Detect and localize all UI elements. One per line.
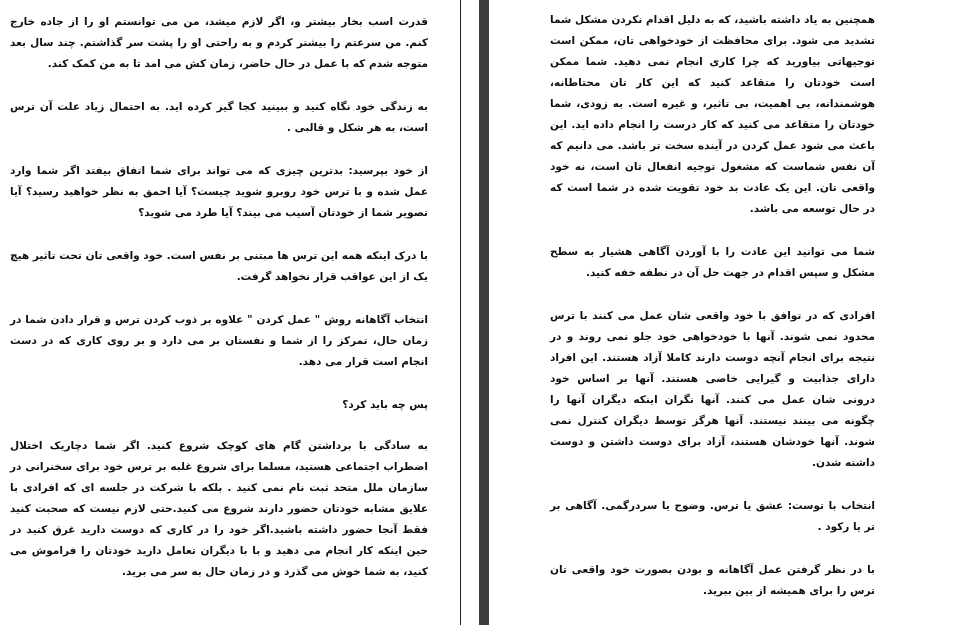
right-page-text	[550, 10, 875, 624]
paragraph: به زندگی خود نگاه کنید و ببینید کجا گیر کرده اید. به احتمال زیاد علت آن ترس است، به هر شکل و قالبی .	[10, 101, 428, 134]
page-divider-thick	[479, 0, 489, 625]
left-page	[0, 0, 460, 625]
paragraph: به سادگی با برداشتن گام های کوچک شروع کنید. اگر شما دچاریک اختلال اضطراب اجتماعی هستید، مسلما برای شروع غلبه بر ترس خود برای سخنرانی در سازمان ملل متحد ثبت نام نمی کنید . بلکه با شرکت در جلسه ای که افرادی با علایق مشابه خودتان حضور دارند شروع می کنید.حتی لازم نیست که صحبت کنید فقط آنجا حضور داشته باشید.اگر خود را در کاری که دوست دارید غرق کنید در حین اینکه کار انجام می دهید و با با دیگران تعامل دارید خودتان را فراموش می کنید، به شما خوش می گذرد و در زمان حال به سر می برید.	[10, 440, 428, 578]
paragraph: انتخاب با توست: عشق یا ترس. وضوح یا سردرگمی. آگاهی بر تر یا رکود .	[550, 500, 875, 533]
section-heading: پس چه باید کرد؟	[342, 399, 428, 411]
paragraph: قدرت اسب بخار بیشتر و، اگر لازم میشد، من می توانستم او را از جاده خارج کنم. من سرعتم را بیشتر کردم و به راحتی او را پشت سر گذاشتم. چند سال بعد متوجه شدم که با عمل در حال حاضر، زمان کش می امد تا به من کمک کند.	[10, 16, 428, 70]
paragraph: با در نظر گرفتن عمل آگاهانه و بودن بصورت خود واقعی تان ترس را برای همیشه از بین ببرید.	[550, 564, 875, 597]
paragraph: همچنین به یاد داشته باشید، که به دلیل اقدام نکردن مشکل شما تشدید می شود. برای محافظت از خودخواهی تان، ممکن است توجیهاتی بیاورید که چرا کاری انجام نمی دهید. شما ممکن است خودتان را متقاعد کنید که این کار تان محتاطانه، هوشمندانه، بی اهمیت، بی تاثیر، و غیره است. به زودی، شما خودتان را متقاعد می کنید که کار درست را انجام داده اید. این باعث می شود عمل کردن در آینده سخت تر باشد. می دانیم که آن نفس شماست که مشغول توجیه انفعال تان است، نه خود واقعی تان. این یک عادت بد خود تقویت شده در شما است که در حال توسعه می باشد.	[550, 14, 875, 215]
paragraph: با درک اینکه همه این ترس ها مبتنی بر نفس است. خود واقعی تان تحت تاثیر هیچ یک از این عواقب قرار نخواهد گرفت.	[10, 250, 428, 283]
page-divider-thin	[460, 0, 461, 625]
left-page-text	[10, 12, 428, 605]
paragraph: انتخاب آگاهانه روش " عمل کردن " علاوه بر ذوب کردن ترس و قرار دادن شما در زمان حال، تمرکز را از شما و نفستان بر می دارد و بر روی کاری که در دست انجام است قرار می دهد.	[10, 314, 428, 368]
right-page	[490, 0, 967, 625]
paragraph: افرادی که در توافق با خود واقعی شان عمل می کنند با ترس محدود نمی شوند. آنها با خودخواهی خود جلو نمی روند و در نتیجه برای انجام آنچه دوست دارند کاملا آزاد هستند. این افراد دارای جذابیت و گیرایی خاصی هستند. آنها بر اساس خود درونی شان عمل می کنند. آنها نگران اینکه دیگران آنها را چگونه می بینند نیستند. آنها هرگز توسط دیگران کنترل نمی شوند. آنها خودشان هستند، آزاد برای دوست داشتن و دوست داشته شدن.	[550, 310, 875, 469]
paragraph: شما می توانید این عادت را با آوردن آگاهی هشیار به سطح مشکل و سپس اقدام در جهت حل آن در نطفه خفه کنید.	[550, 246, 875, 279]
paragraph: از خود بپرسید: بدترین چیزی که می تواند برای شما اتفاق بیفتد اگر شما وارد عمل شده و با ترس خود روبرو شوید چیست؟ آیا احمق به نظر خواهید رسید؟ آیا تصویر شما از خودتان آسیب می بیند؟ آیا طرد می شوید؟	[10, 165, 428, 219]
